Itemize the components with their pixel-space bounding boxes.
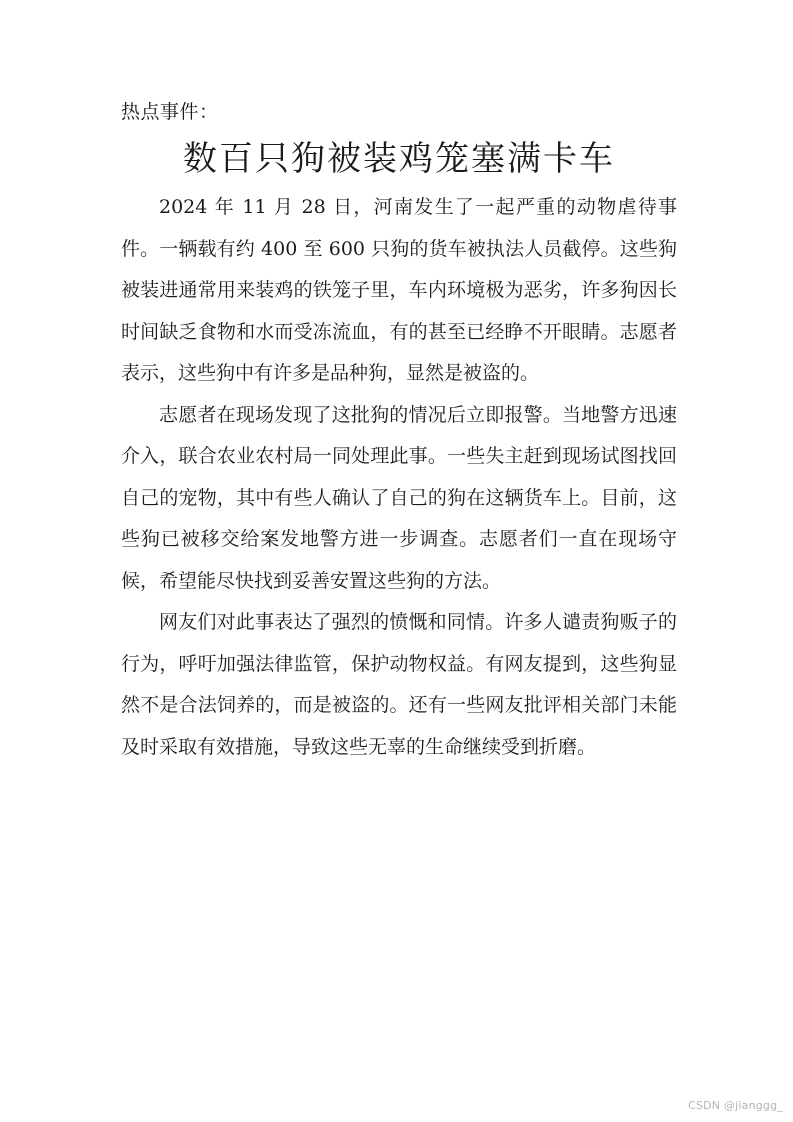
watermark-text: CSDN @jianggg_	[688, 1099, 783, 1112]
paragraph-3: 网友们对此事表达了强烈的愤慨和同情。许多人谴责狗贩子的行为，呼吁加强法律监管，保护动物权益。有网友提到，这些狗显然不是合法饲养的，而是被盗的。还有一些网友批评相关部门未能及时采取有效措施，导致这些无辜的生命继续受到折磨。	[121, 611, 677, 758]
paragraph-2: 志愿者在现场发现了这批狗的情况后立即报警。当地警方迅速介入，联合农业农村局一同处理此事。一些失主赶到现场试图找回自己的宠物，其中有些人确认了自己的狗在这辆货车上。目前，这些狗已被移交给案发地警方进一步调查。志愿者们一直在现场守候，希望能尽快找到妥善安置这些狗的方法。	[121, 403, 677, 592]
document-body	[121, 97, 677, 768]
section-label: 热点事件：	[121, 101, 219, 123]
paragraph-1: 2024 年 11 月 28 日，河南发生了一起严重的动物虐待事件。一辆载有约 400 至 600 只狗的货车被执法人员截停。这些狗被装进通常用来装鸡的铁笼子里，车内环境极为恶劣，许多狗因长时间缺乏食物和水而受冻流血，有的甚至已经睁不开眼睛。志愿者表示，这些狗中有许多是品种狗，显然是被盗的。	[121, 196, 677, 384]
article-title: 数百只狗被装鸡笼塞满卡车	[183, 139, 615, 179]
